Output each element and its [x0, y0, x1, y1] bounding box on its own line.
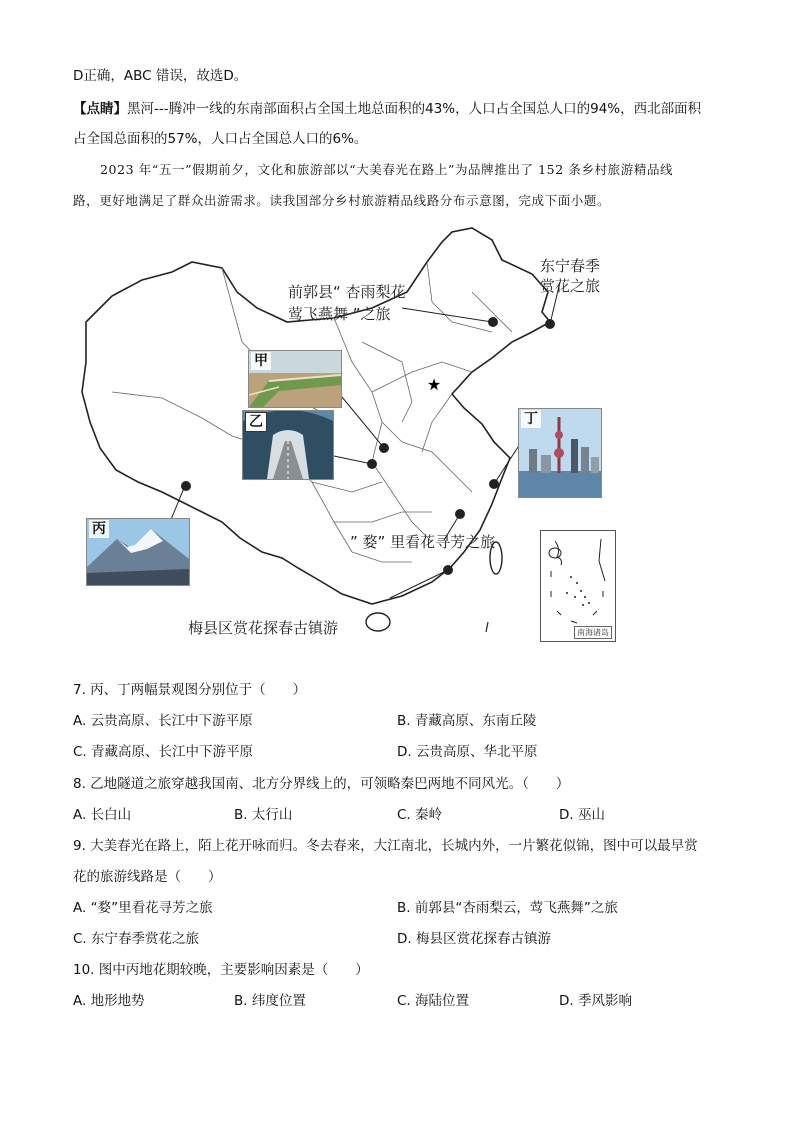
dot-jia: [379, 443, 389, 453]
q8-option-d[interactable]: D. 巫山: [559, 807, 605, 823]
q7-option-b[interactable]: B. 青藏高原、东南丘陵: [397, 713, 537, 729]
q7-option-c[interactable]: C. 青藏高原、长江中下游平原: [73, 744, 254, 760]
q10-option-b[interactable]: B. 纬度位置: [234, 993, 306, 1009]
q8-option-a[interactable]: A. 长白山: [73, 807, 132, 823]
photo-bing: [86, 518, 190, 586]
q8-stem: 8. 乙地隧道之旅穿越我国南、北方分界线上的，可领略秦巴两地不同风光。（ ）: [73, 776, 570, 792]
q10-option-d[interactable]: D. 季风影响: [559, 993, 632, 1009]
q9-option-a[interactable]: A. “婺”里看花寻芳之旅: [73, 900, 213, 916]
callout-meixian: 梅县区赏花探春古镇游: [188, 619, 339, 637]
photo-ding: [518, 408, 602, 498]
capital-star-icon: ★: [426, 375, 442, 394]
comment-text-1: 黑河---腾冲一线的东南部面积占全国土地总面积的43%，人口占全国总人口的94%，西北部面积: [127, 101, 702, 117]
comment-line-2: 占全国总面积的57%，人口占全国总人口的6%。: [73, 131, 368, 147]
q7-option-d[interactable]: D. 云贵高原、华北平原: [397, 744, 538, 760]
q9-stem-line-1: 9. 大美春光在路上，陌上花开咏而归。冬去春来，大江南北，长城内外，一片繁花似锦，图中可以最早赏: [73, 838, 698, 854]
dot-wu: [455, 509, 465, 519]
q8-option-c[interactable]: C. 秦岭: [397, 807, 443, 823]
dot-qianguo: [488, 317, 498, 327]
answer-tail: D正确，ABC 错误，故选D。: [73, 68, 248, 84]
photo-ding-label: 丁: [521, 410, 541, 428]
dot-yi: [367, 459, 377, 469]
callout-qianguo-line-1: 前郭县“ 杏雨梨花: [288, 283, 406, 301]
q9-option-d[interactable]: D. 梅县区赏花探春古镇游: [397, 931, 551, 947]
dot-dongning: [545, 319, 555, 329]
dot-ding: [489, 479, 499, 489]
q7-option-a[interactable]: A. 云贵高原、长江中下游平原: [73, 713, 253, 729]
photo-yi: [242, 410, 334, 480]
callout-dongning-line-1: 东宁春季: [540, 257, 601, 275]
dot-bing: [181, 481, 191, 491]
q8-option-b[interactable]: B. 太行山: [234, 807, 293, 823]
passage-line-1: 2023 年“五一”假期前夕，文化和旅游部以“大美春光在路上”为品牌推出了 152 条乡村旅游精品线: [100, 162, 674, 177]
passage-line-2: 路，更好地满足了群众出游需求。读我国部分乡村旅游精品线路分布示意图，完成下面小题。: [73, 193, 611, 208]
q10-option-c[interactable]: C. 海陆位置: [397, 993, 470, 1009]
comment-line-1: [73, 99, 701, 119]
photo-yi-label: 乙: [245, 412, 267, 432]
photo-jia-label: 甲: [251, 352, 271, 370]
inset-label: 南海诸岛: [574, 626, 612, 639]
q9-option-c[interactable]: C. 东宁春季赏花之旅: [73, 931, 200, 947]
q10-stem: 10. 图中丙地花期较晚，主要影响因素是（ ）: [73, 962, 369, 978]
photo-bing-label: 丙: [89, 520, 109, 538]
photo-jia: [248, 350, 342, 408]
dot-meixian: [443, 565, 453, 575]
callout-dongning-line-2: 赏花之旅: [540, 277, 601, 295]
q9-stem-line-2: 花的旅游线路是（ ）: [73, 869, 222, 885]
q7-stem: 7. 丙、丁两幅景观图分别位于（ ）: [73, 682, 307, 698]
q9-option-b[interactable]: B. 前郭县“杏雨梨云，莺飞燕舞”之旅: [397, 900, 618, 916]
china-route-map: [72, 222, 632, 647]
south-china-sea-inset: [540, 530, 616, 642]
callout-qianguo-line-2: 莺飞燕舞 ”之旅: [288, 305, 391, 323]
hainan-island: [366, 613, 390, 631]
callout-wu: ” 婺” 里看花寻芳之旅: [350, 533, 496, 551]
inset-map: [541, 531, 615, 641]
q10-option-a[interactable]: A. 地形地势: [73, 993, 145, 1009]
comment-tag: 【点睛】: [73, 101, 127, 117]
